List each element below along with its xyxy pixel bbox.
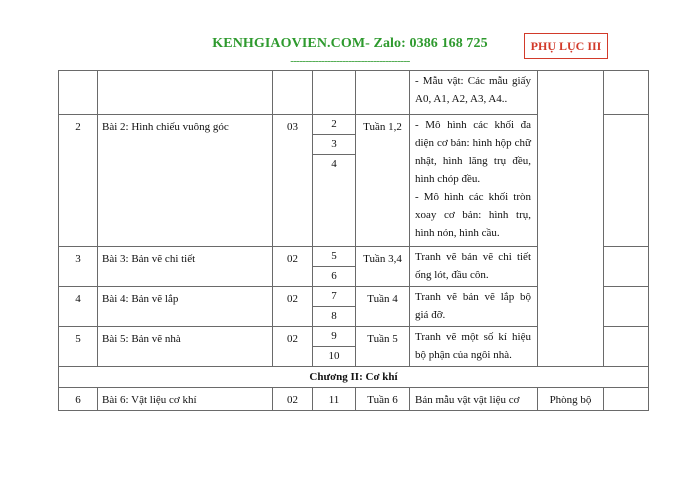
cell-hours: 02 xyxy=(273,327,313,367)
cell-week: Tuần 1,2 xyxy=(356,115,410,247)
cell-period: 11 xyxy=(313,388,356,411)
cell-week: Tuần 6 xyxy=(356,388,410,411)
cell-no: 2 xyxy=(59,115,98,247)
cell-period: 2 xyxy=(313,115,356,135)
cell-lesson: Bài 2: Hình chiếu vuông góc xyxy=(98,115,273,247)
cell-week: Tuần 5 xyxy=(356,327,410,367)
cell-equipment: Tranh vẽ bản vẽ chi tiết ống lót, đầu côn. xyxy=(410,247,538,287)
appendix-badge: PHỤ LỤC III xyxy=(524,33,608,59)
cell-period: 4 xyxy=(313,155,356,247)
cell-lesson: Bài 5: Bản vẽ nhà xyxy=(98,327,273,367)
cell-hours: 02 xyxy=(273,388,313,411)
cell-no: 5 xyxy=(59,327,98,367)
cell-no: 6 xyxy=(59,388,98,411)
cell-lesson: Bài 3: Bản vẽ chi tiết xyxy=(98,247,273,287)
cell-place: Phòng bộ xyxy=(538,388,604,411)
cell-period: 10 xyxy=(313,347,356,367)
cell-equipment xyxy=(410,115,538,247)
cell-hours: 02 xyxy=(273,287,313,327)
cell-hours: 02 xyxy=(273,247,313,287)
cell-lesson xyxy=(98,71,273,115)
cell-period: 8 xyxy=(313,307,356,327)
cell-no xyxy=(59,71,98,115)
equipment-line: - Mô hình các khối đa diện cơ bản: hình hộp chữ nhật, hình lăng trụ đều, hình chóp đều. xyxy=(415,119,531,185)
cell-note xyxy=(604,287,649,327)
cell-place xyxy=(538,71,604,367)
chapter-heading: Chương II: Cơ khí xyxy=(59,367,649,388)
cell-period: 3 xyxy=(313,135,356,155)
cell-lesson: Bài 6: Vật liệu cơ khí xyxy=(98,388,273,411)
cell-week: Tuần 3,4 xyxy=(356,247,410,287)
table-row-continuation xyxy=(59,71,649,115)
cell-week xyxy=(356,71,410,115)
cell-no: 4 xyxy=(59,287,98,327)
cell-note xyxy=(604,247,649,287)
cell-hours: 03 xyxy=(273,115,313,247)
equipment-line: - Mô hình các khối tròn xoay cơ bản: hình trụ, hình nón, hình cầu. xyxy=(415,191,531,239)
cell-lesson: Bài 4: Bản vẽ lắp xyxy=(98,287,273,327)
table-row-lesson-6 xyxy=(59,388,649,411)
site-header-title: KENHGIAOVIEN.COM- Zalo: 0386 168 725 xyxy=(212,36,488,51)
cell-equipment: Tranh vẽ bản vẽ lắp bộ giá đỡ. xyxy=(410,287,538,327)
cell-equipment: Bản mẫu vật vật liệu cơ xyxy=(410,388,538,411)
cell-equipment: - Mẫu vật: Các mẫu giấy A0, A1, A2, A3, A4.. xyxy=(410,71,538,115)
cell-no: 3 xyxy=(59,247,98,287)
header-underline: --------------------------------------- xyxy=(290,55,410,67)
cell-equipment: Tranh vẽ một số kí hiệu bộ phận của ngôi nhà. xyxy=(410,327,538,367)
cell-note xyxy=(604,115,649,247)
cell-note xyxy=(604,327,649,367)
cell-period: 6 xyxy=(313,267,356,287)
cell-period xyxy=(313,71,356,115)
cell-week: Tuần 4 xyxy=(356,287,410,327)
cell-note xyxy=(604,71,649,115)
cell-period: 5 xyxy=(313,247,356,267)
cell-hours xyxy=(273,71,313,115)
cell-period: 9 xyxy=(313,327,356,347)
teaching-plan-table xyxy=(58,70,649,411)
cell-note xyxy=(604,388,649,411)
table-row-chapter xyxy=(59,367,649,388)
cell-period: 7 xyxy=(313,287,356,307)
